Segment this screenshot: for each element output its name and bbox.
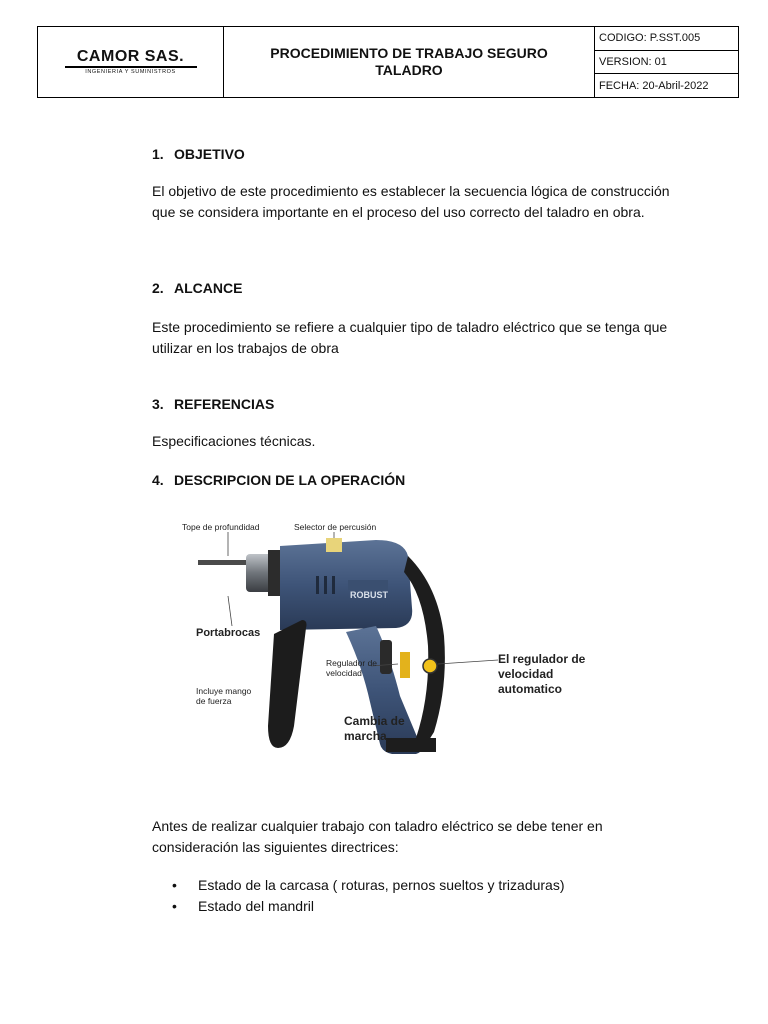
label-cambia-line1: Cambia de (344, 714, 405, 728)
section-heading-objetivo (152, 144, 245, 165)
section-number: 1. (152, 146, 164, 162)
version-field: VERSION: 01 (595, 51, 738, 75)
fecha-field: FECHA: 20-Abril-2022 (599, 79, 709, 92)
drill-diagram (176, 516, 596, 764)
section-number: 2. (152, 280, 164, 296)
document-title-line1: PROCEDIMIENTO DE TRABAJO SEGURO (270, 45, 548, 61)
label-regulador-line1: Regulador de (326, 658, 378, 668)
label-cambia (344, 714, 405, 744)
trigger (380, 640, 392, 674)
label-selector: Selector de percusión (294, 522, 377, 532)
alcance-paragraph: Este procedimiento se refiere a cualquier tipo de taladro eléctrico que se tenga que utilizar en los trabajos de obra (152, 319, 668, 356)
document-meta (595, 27, 738, 97)
codigo-field: CODIGO: P.SST.005 (595, 27, 738, 51)
side-handle (268, 620, 307, 748)
label-auto-regulador (498, 652, 585, 697)
label-auto-line2: velocidad (498, 667, 554, 681)
intro-paragraph: Antes de realizar cualquier trabajo con taladro eléctrico se debe tener en consideración las siguientes directrices: (152, 818, 603, 855)
section-title: ALCANCE (174, 280, 243, 296)
auto-speed-dial (423, 659, 437, 673)
document-title-line2: TALADRO (375, 62, 443, 78)
drill-body (280, 540, 412, 630)
directives-list (152, 875, 565, 916)
label-mango-line2: de fuerza (196, 696, 232, 706)
objetivo-paragraph: El objetivo de este procedimiento es establecer la secuencia lógica de construcción que se considera importante en el proceso del uso correcto del taladro en obra. (152, 183, 670, 220)
referencias-paragraph: Especificaciones técnicas. (152, 433, 316, 449)
section-title: REFERENCIAS (174, 396, 275, 412)
label-auto-line3: automatico (498, 682, 563, 696)
document-title (224, 27, 595, 97)
label-cambia-line2: marcha (344, 729, 387, 743)
depth-stop-rod (198, 560, 254, 565)
section-heading-alcance (152, 278, 242, 299)
section-title: OBJETIVO (174, 146, 245, 162)
label-tope: Tope de profundidad (182, 522, 260, 532)
percussion-selector (326, 538, 342, 552)
company-tagline: INGENIERIA Y SUMINISTROS (85, 68, 176, 75)
label-mango (196, 686, 251, 706)
drill-brand: ROBUST (350, 590, 388, 600)
section-number: 3. (152, 396, 164, 412)
company-logo (38, 27, 224, 97)
section-title: DESCRIPCION DE LA OPERACIÓN (174, 472, 406, 488)
label-auto-line1: El regulador de (498, 652, 586, 666)
section-heading-referencias (152, 394, 274, 415)
section-heading-descripcion (152, 470, 405, 491)
label-mango-line1: Incluye mango (196, 686, 252, 696)
section-number: 4. (152, 472, 164, 488)
document-header (37, 26, 739, 98)
speed-regulator (400, 652, 410, 678)
list-item: • Estado del mandril (152, 896, 565, 917)
company-name: CAMOR SAS. (76, 48, 185, 66)
label-regulador (326, 658, 377, 678)
list-item: • Estado de la carcasa ( roturas, pernos sueltos y trizaduras) (152, 875, 565, 896)
label-regulador-line2: velocidad (326, 668, 362, 678)
logo-divider (65, 66, 197, 68)
label-portabrocas: Portabrocas (196, 627, 261, 639)
